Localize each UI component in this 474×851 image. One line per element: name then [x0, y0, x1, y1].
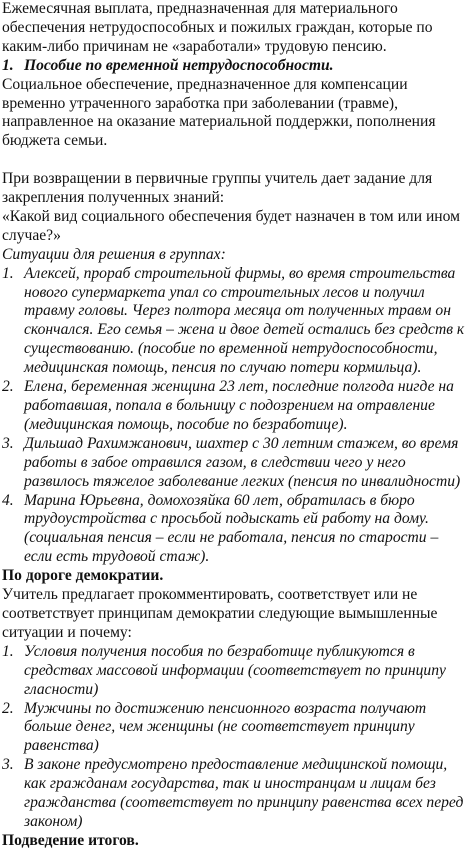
section-1-title: Пособие по временной нетрудоспособности.	[24, 56, 334, 74]
democracy-item	[2, 700, 470, 757]
democracy-list	[2, 643, 470, 832]
situation-item	[2, 378, 470, 435]
intro-fragment: Ежемесячная выплата, предназначенная для материального обеспечения нетрудоспособных и пожилых граждан, которые по каким-либо причинам не «заработали» трудовую пенсию.	[2, 0, 433, 55]
blank-line	[2, 151, 470, 170]
situations-heading: Ситуации для решения в группах:	[2, 245, 226, 263]
situation-number: 4.	[2, 491, 14, 509]
democracy-text: Мужчины по достижению пенсионного возраста получают больше денег, чем женщины (не соответствует принципу равенства)	[24, 699, 427, 755]
democracy-intro: Учитель предлагает прокомментировать, соответствует или не соответствует принципам демократии следующие вымышленные ситуации и почему:	[2, 586, 438, 641]
task-intro: При возвращении в первичные группы учитель дает задание для закрепления полученных знаний:	[2, 170, 433, 207]
situation-item	[2, 265, 470, 378]
democracy-item	[2, 756, 470, 832]
democracy-heading: По дороге демократии.	[2, 567, 164, 585]
situation-item	[2, 492, 470, 568]
situation-number: 2.	[2, 378, 14, 396]
situation-text: Алексей, прораб строительной фирмы, во время строительства нового супермаркета упал со строительных лесов и получил травму головы. Через полтора месяца от полученных травм он скончался. Его семья – жена и двое детей остались без средств к существованию. (пособие по временной нетрудоспособности, медицинская помощь, пенсия по случаю потери кормильца).	[24, 264, 465, 377]
situation-text: Елена, беременная женщина 23 лет, последние полгода нигде на работавшая, попала в больницу с подозрением на отравление (медицинская помощь, пособие по безработице).	[24, 378, 454, 433]
situation-number: 1.	[2, 264, 14, 282]
democracy-number: 2.	[2, 699, 14, 717]
task-question: «Какой вид социального обеспечения будет назначен в том или ином случае?»	[2, 207, 461, 244]
democracy-number: 1.	[2, 642, 14, 660]
summary-heading: Подведение итогов.	[2, 831, 139, 849]
democracy-item	[2, 643, 470, 700]
situation-text: Марина Юрьевна, домохозяйка 60 лет, обратилась в бюро трудоустройства с просьбой подыскать ей работу на дому. (социальная пенсия – если не работала, пенсия по старости – если есть трудовой стаж).	[24, 491, 439, 566]
democracy-text: В законе предусмотрено предоставление медицинской помощи, как гражданам государства, так и иностранцам и лицам без гражданства (соответствует по принципу равенства всех перед законом)	[24, 756, 464, 830]
democracy-number: 3.	[2, 756, 14, 774]
section-1-heading	[2, 57, 470, 76]
situations-list	[2, 265, 470, 568]
democracy-text: Условия получения пособия по безработице публикуются в средствах массовой информации (соответствует по принципу гласности)	[24, 642, 446, 698]
situation-item	[2, 435, 470, 492]
situation-number: 3.	[2, 434, 14, 452]
section-1-text: Социальное обеспечение, предназначенное для компенсации временно утраченного заработка при заболевании (травме), направленное на оказание материальной поддержки, пополнения бюджета семьи.	[2, 75, 436, 150]
section-1-number: 1.	[2, 56, 14, 74]
situation-text: Дильшад Рахимжанович, шахтер с 30 летним стажем, во время работы в забое отравился газом, в следствии чего у него развилось тяжелое заболевание легких (пенсия по инвалидности)	[24, 434, 461, 490]
